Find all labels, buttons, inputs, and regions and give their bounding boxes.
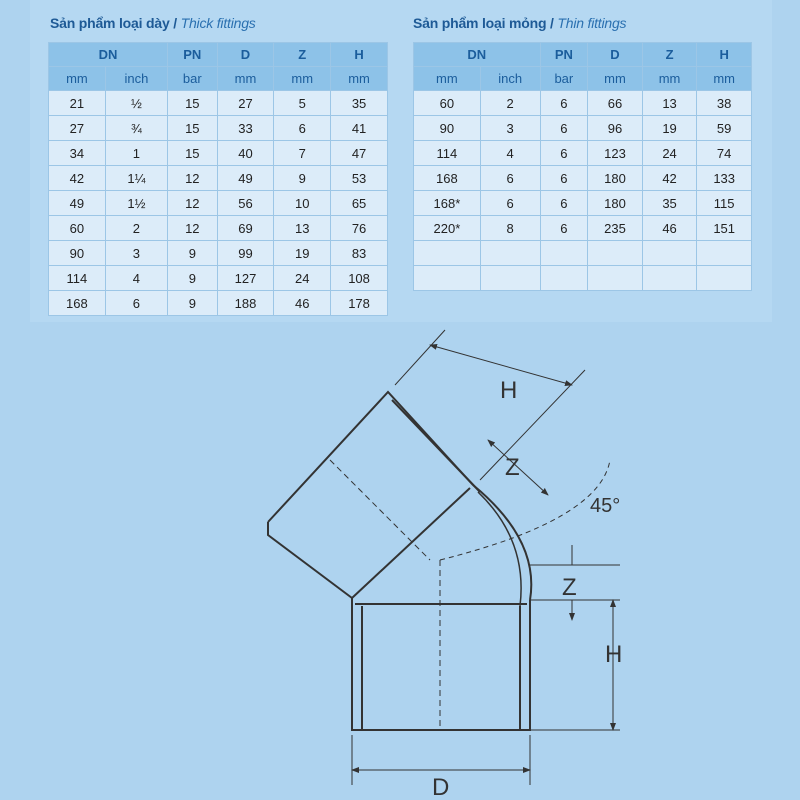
table-cell: 2	[105, 216, 167, 241]
table-cell: 168	[49, 291, 106, 316]
column-header: D	[588, 43, 643, 67]
table-cell: 9	[168, 291, 218, 316]
table-cell: 12	[168, 216, 218, 241]
unit-cell: bar	[168, 67, 218, 91]
column-header: H	[697, 43, 752, 67]
column-header: PN	[540, 43, 588, 67]
unit-cell: inch	[480, 67, 540, 91]
table-cell: 151	[697, 216, 752, 241]
label-d: D	[432, 774, 450, 800]
column-header: Z	[274, 43, 331, 67]
table-cell: 6	[274, 116, 331, 141]
table-cell: 49	[49, 191, 106, 216]
table-cell: 56	[217, 191, 274, 216]
table-cell: 49	[217, 166, 274, 191]
table-cell: 83	[331, 241, 388, 266]
table-cell: 180	[588, 191, 643, 216]
table-cell: 46	[642, 216, 697, 241]
unit-cell: bar	[540, 67, 588, 91]
table-cell: 69	[217, 216, 274, 241]
table-cell: 6	[540, 91, 588, 116]
table-cell: 59	[697, 116, 752, 141]
table-cell: 13	[642, 91, 697, 116]
column-header: DN	[414, 43, 541, 67]
table-cell: 8	[480, 216, 540, 241]
table-cell: 24	[642, 141, 697, 166]
table-cell: 6	[540, 141, 588, 166]
table-cell: 3	[105, 241, 167, 266]
unit-cell: mm	[697, 67, 752, 91]
table-cell: 46	[274, 291, 331, 316]
table-cell: 35	[642, 191, 697, 216]
label-angle: 45°	[590, 495, 621, 517]
table-cell: 9	[274, 166, 331, 191]
table-cell: 7	[274, 141, 331, 166]
table-cell: 114	[49, 266, 106, 291]
table-cell: 15	[168, 141, 218, 166]
table-cell: 10	[274, 191, 331, 216]
table-cell: 38	[697, 91, 752, 116]
table-cell: 6	[540, 191, 588, 216]
unit-cell: inch	[105, 67, 167, 91]
unit-cell: mm	[331, 67, 388, 91]
table-cell: 4	[480, 141, 540, 166]
table-cell: 12	[168, 166, 218, 191]
table-cell: 90	[49, 241, 106, 266]
column-header: PN	[168, 43, 218, 67]
table-cell: 27	[49, 116, 106, 141]
unit-cell: mm	[274, 67, 331, 91]
table-cell: 4	[105, 266, 167, 291]
table-cell: 5	[274, 91, 331, 116]
table-cell: 76	[331, 216, 388, 241]
unit-cell: mm	[414, 67, 481, 91]
table-cell: 19	[642, 116, 697, 141]
table-cell: 24	[274, 266, 331, 291]
unit-cell: mm	[642, 67, 697, 91]
table-cell: 42	[642, 166, 697, 191]
table-cell: ¾	[105, 116, 167, 141]
table-cell: 6	[540, 116, 588, 141]
table-cell: 9	[168, 266, 218, 291]
table-cell: 27	[217, 91, 274, 116]
table-cell: 19	[274, 241, 331, 266]
unit-cell: mm	[588, 67, 643, 91]
table-cell: 99	[217, 241, 274, 266]
table-cell: 1	[105, 141, 167, 166]
table-cell: 53	[331, 166, 388, 191]
table-cell: 168*	[414, 191, 481, 216]
column-header: DN	[49, 43, 168, 67]
table-cell: 65	[331, 191, 388, 216]
thick-title: Sản phẩm loại dày / Thick fittings	[50, 15, 256, 31]
table-cell: 6	[540, 216, 588, 241]
table-cell: 40	[217, 141, 274, 166]
table-cell: 6	[480, 166, 540, 191]
table-cell: 90	[414, 116, 481, 141]
table-cell: 114	[414, 141, 481, 166]
table-cell: 123	[588, 141, 643, 166]
table-cell: 60	[414, 91, 481, 116]
label-h-top: H	[500, 377, 518, 404]
unit-cell: mm	[49, 67, 106, 91]
unit-cell: mm	[217, 67, 274, 91]
table-cell: 6	[480, 191, 540, 216]
table-cell: 21	[49, 91, 106, 116]
table-cell: 47	[331, 141, 388, 166]
table-cell: 34	[49, 141, 106, 166]
table-cell: 1½	[105, 191, 167, 216]
table-cell: 127	[217, 266, 274, 291]
table-cell: 9	[168, 241, 218, 266]
table-cell: 2	[480, 91, 540, 116]
table-cell: 33	[217, 116, 274, 141]
table-cell: 35	[331, 91, 388, 116]
table-cell: 108	[331, 266, 388, 291]
table-cell: 188	[217, 291, 274, 316]
column-header: D	[217, 43, 274, 67]
table-cell: 115	[697, 191, 752, 216]
table-cell: 42	[49, 166, 106, 191]
table-cell: 6	[105, 291, 167, 316]
column-header: H	[331, 43, 388, 67]
table-cell: 1¼	[105, 166, 167, 191]
table-cell: 60	[49, 216, 106, 241]
table-cell: 66	[588, 91, 643, 116]
label-z-top: Z	[505, 454, 520, 481]
column-header: Z	[642, 43, 697, 67]
table-cell: 235	[588, 216, 643, 241]
label-z-right: Z	[562, 574, 577, 601]
table-cell: 74	[697, 141, 752, 166]
table-cell: 6	[540, 166, 588, 191]
table-cell: 168	[414, 166, 481, 191]
label-h-right: H	[605, 641, 623, 668]
table-cell: 220*	[414, 216, 481, 241]
table-cell: 133	[697, 166, 752, 191]
table-cell: 178	[331, 291, 388, 316]
table-cell: 13	[274, 216, 331, 241]
table-cell: 12	[168, 191, 218, 216]
table-cell: 15	[168, 91, 218, 116]
table-cell: 15	[168, 116, 218, 141]
table-cell: ½	[105, 91, 167, 116]
table-cell: 3	[480, 116, 540, 141]
table-cell: 96	[588, 116, 643, 141]
thin-title: Sản phẩm loại mỏng / Thin fittings	[413, 15, 627, 31]
table-cell: 41	[331, 116, 388, 141]
table-cell: 180	[588, 166, 643, 191]
